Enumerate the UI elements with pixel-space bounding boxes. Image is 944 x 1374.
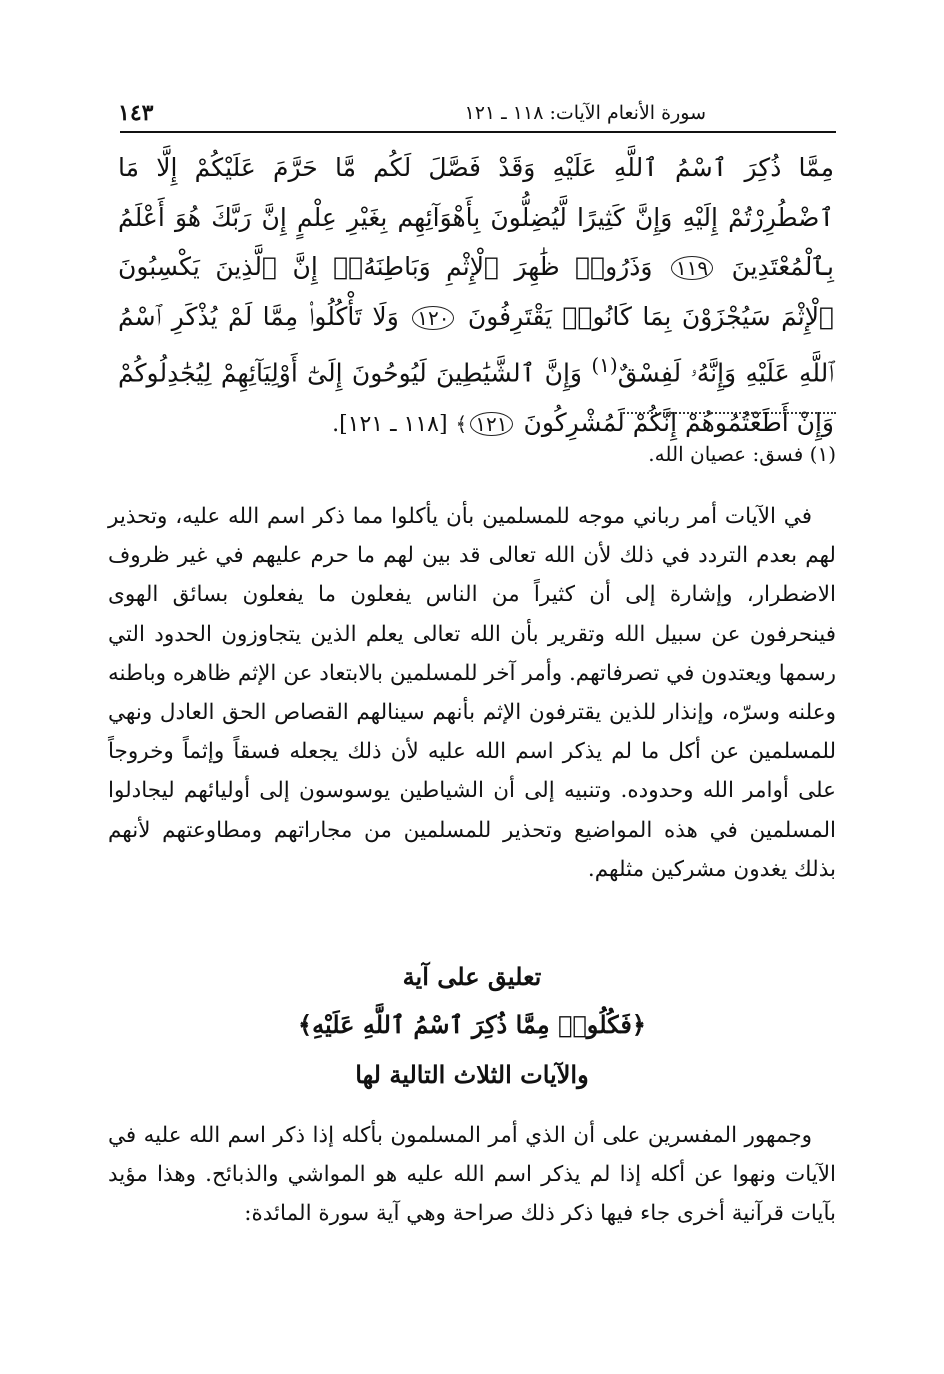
- section-heading-verse: ﴿فَكُلُوا۟ مِمَّا ذُكِرَ ٱسْمُ ٱللَّهِ عَلَيْهِ﴾: [298, 1010, 646, 1039]
- closing-bracket: ﴾: [455, 411, 468, 436]
- commentary-paragraph: [108, 497, 836, 889]
- verse-text-2: وَذَرُوا۟ ظَٰهِرَ ٱلْإِثْمِ وَبَاطِنَهُۥٓ إِنَّ ٱلَّذِينَ يَكْسِبُونَ ٱلْإِثْمَ سَيُجْزَوْنَ بِمَا كَانُوا۟ يَقْتَرِفُونَ: [118, 252, 834, 331]
- verse-text-4: وَإِنَّ ٱلشَّيَٰطِينَ لَيُوحُونَ إِلَىٰٓ أَوْلِيَآئِهِمْ لِيُجَٰدِلُوكُمْ وَإِنْ أَطَعْتُمُوهُمْ إِنَّكُمْ لَمُشْرِكُونَ: [118, 358, 834, 437]
- ayah-number-marker: ١١٩: [671, 256, 713, 280]
- section-heading-subtitle: والآيات الثلاث التالية لها: [355, 1060, 589, 1089]
- ayah-number-marker: ١٢١: [470, 412, 512, 436]
- quran-verse-block: [118, 143, 834, 449]
- header-title: سورة الأنعام الآيات: ١١٨ ـ ١٢١: [464, 102, 706, 124]
- verse-text-1: مِمَّا ذُكِرَ ٱسْمُ ٱللَّهِ عَلَيْهِ وَقَدْ فَصَّلَ لَكُم مَّا حَرَّمَ عَلَيْكُمْ إِلَّا مَا ٱضْطُرِرْتُمْ إِلَيْهِ وَإِنَّ كَثِيرًا لَّيُضِلُّونَ بِأَهْوَآئِهِم بِغَيْرِ عِلْمٍ إِنَّ رَبَّكَ هُوَ أَعْلَمُ بِٱلْمُعْتَدِينَ: [118, 153, 834, 281]
- verse-text-3: وَلَا تَأْكُلُوا۟ مِمَّا لَمْ يُذْكَرِ ٱسْمُ ٱللَّهِ عَلَيْهِ وَإِنَّهُۥ لَفِسْقٌ: [118, 301, 834, 388]
- section-heading: تعليق على آية: [402, 962, 542, 991]
- paragraph-text: في الآيات أمر رباني موجه للمسلمين بأن يأكلوا مما ذكر اسم الله عليه، وتحذير لهم بعدم التردد في ذلك لأن الله تعالى قد بين لهم ما حرم عليهم في غير ظروف الاضطرار، وإشارة إلى أن كثيراً من الناس يفعلون ما يفعلون بسائق الهوى فينحرفون عن سبيل الله وتقرير بأن الله تعالى يعلم الذين يتجاوزون الحدود التي رسمها ويعتدون في تصرفاتهم. وأمر آخر للمسلمين بالابتعاد عن الإثم ظاهره وباطنه وعلنه وسرّه، وإنذار للذين يقترفون الإثم بأنهم سينالهم القصاص الحق العادل ونهي للمسلمين عن أكل ما لم يذكر اسم الله عليه لأن ذلك يجعله فسقاً وإثماً وخروجاً على أوامر الله وحدوده. وتنبيه إلى أن الشياطين يوسوسون إلى أوليائهم ليجادلوا المسلمين في هذه المواضيع وتحذير للمسلمين من مجاراتهم ومطاوعتهم لأنهم بذلك يغدون مشركين مثلهم.: [108, 504, 836, 882]
- commentary-paragraph: [108, 1116, 836, 1234]
- paragraph-text: وجمهور المفسرين على أن الذي أمر المسلمون بأكله إذا ذكر اسم الله عليه في الآيات ونهوا عن أكله إذا لم يذكر اسم الله عليه هو المواشي والذبائح. وهذا مؤيد بآيات قرآنية أخرى جاء فيها ذكر ذلك صراحة وهي آية سورة المائدة:: [108, 1123, 836, 1227]
- footnote-marker: (١): [591, 353, 618, 377]
- footnote-separator: [620, 412, 836, 414]
- ayah-number-marker: ١٢٠: [412, 306, 454, 330]
- verse-reference: [١١٨ ـ ١٢١].: [332, 411, 448, 437]
- running-header: [118, 98, 826, 132]
- header-rule: [120, 131, 836, 133]
- footnote: (١) فسق: عصيان الله.: [648, 442, 836, 466]
- page-number: ١٤٣: [118, 100, 154, 126]
